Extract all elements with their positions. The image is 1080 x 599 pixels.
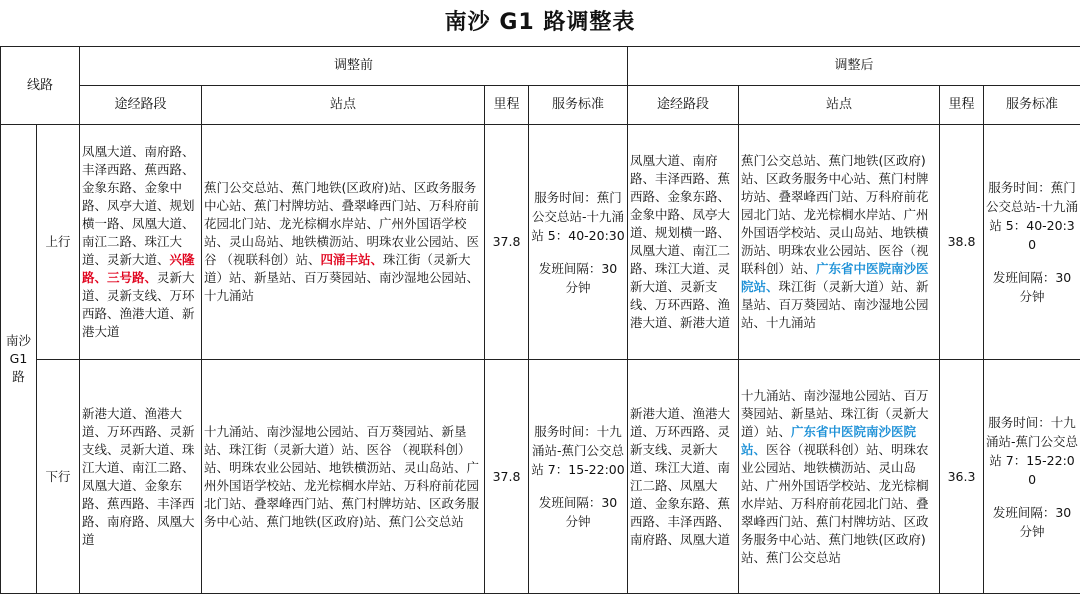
- after-down-mileage: 36.3: [940, 360, 984, 594]
- adjustment-table: [0, 46, 1080, 594]
- before-up-stops: 蕉门公交总站、蕉门地铁(区政府)站、区政务服务中心站、蕉门村牌坊站、叠翠峰西门站、万科府前花园北门站、龙光棕榈水岸站、广州外国语学校站、灵山岛站、地铁横沥站、明珠农业公园站、医谷 （视联科创）站、四涌丰站、珠江街（灵新大道）站、新垦站、百万葵园站、南沙湿地公园站、十九涌站: [202, 125, 485, 360]
- before-down-route: 新港大道、渔港大道、万环西路、灵新支线、灵新大道、珠江大道、南江二路、凤凰大道、金象东路、蕉西路、丰泽西路、南府路、凤凰大道: [80, 360, 202, 594]
- line-name-cell: 南沙 G1 路: [1, 125, 37, 594]
- after-up-mileage: 38.8: [940, 125, 984, 360]
- header-after-route: 途经路段: [628, 86, 739, 125]
- header-before-mileage: 里程: [485, 86, 529, 125]
- after-up-stops: 蕉门公交总站、蕉门地铁(区政府)站、区政务服务中心站、蕉门村牌坊站、叠翠峰西门站、万科府前花园北门站、龙光棕榈水岸站、广州外国语学校站、灵山岛站、地铁横沥站、明珠农业公园站、医谷（视联科创）站、广东省中医院南沙医院站、珠江街（灵新大道）站、新垦站、百万葵园站、南沙湿地公园站、十九涌站: [739, 125, 940, 360]
- header-row-1: [1, 47, 1080, 86]
- table-row-up: [1, 125, 1080, 360]
- route-change-highlight: 兴隆路、三号路、: [82, 252, 195, 285]
- after-down-route: 新港大道、渔港大道、万环西路、灵新支线、灵新大道、珠江大道、南江二路、凤凰大道、金象东路、蕉西路、丰泽西路、南府路、凤凰大道: [628, 360, 739, 594]
- page-title: 南沙 G1 路调整表: [444, 10, 636, 35]
- added-stop-highlight: 广东省中医院南沙医院站、: [741, 423, 917, 457]
- header-before-service: 服务标准: [529, 86, 628, 125]
- after-down-service: 服务时间：十九涌站-蕉门公交总站 7：15-22:00 发班间隔：30 分钟: [984, 360, 1080, 594]
- before-down-stops: 十九涌站、南沙湿地公园站、百万葵园站、新垦站、珠江街（灵新大道）站、医谷 （视联科创）站、明珠农业公园站、地铁横沥站、灵山岛站、广州外国语学校站、龙光棕榈水岸站、万科府前花园北门站、叠翠峰西门站、蕉门村牌坊站、区政务服务中心站、蕉门地铁(区政府)站、蕉门公交总站: [202, 360, 485, 594]
- header-after-service: 服务标准: [984, 86, 1080, 125]
- header-after: 调整后: [628, 47, 1080, 86]
- header-before-stops: 站点: [202, 86, 485, 125]
- after-up-route: 凤凰大道、南府路、丰泽西路、蕉西路、金象东路、金象中路、凤亭大道、规划横一路、凤凰大道、南江二路、珠江大道、灵新大道、灵新支线、万环西路、渔港大道、新港大道: [628, 125, 739, 360]
- before-down-mileage: 37.8: [485, 360, 529, 594]
- after-up-service: 服务时间：蕉门公交总站-十九涌站 5：40-20:30 发班间隔：30 分钟: [984, 125, 1080, 360]
- before-down-service: 服务时间：十九涌站-蕉门公交总站 7：15-22:00 发班间隔：30 分钟: [529, 360, 628, 594]
- table-row-down: [1, 360, 1080, 594]
- before-up-mileage: 37.8: [485, 125, 529, 360]
- before-up-service: 服务时间：蕉门公交总站-十九涌站 5：40-20:30 发班间隔：30 分钟: [529, 125, 628, 360]
- header-row-2: [1, 86, 1080, 125]
- after-down-stops: 十九涌站、南沙湿地公园站、百万葵园站、新垦站、珠江街（灵新大道）站、广东省中医院南沙医院站、医谷（视联科创）站、明珠农业公园站、地铁横沥站、灵山岛站、广州外国语学校站、龙光棕榈水岸站、万科府前花园北门站、叠翠峰西门站、蕉门村牌坊站、区政务服务中心站、蕉门地铁(区政府)站、蕉门公交总站: [739, 360, 940, 594]
- added-stop-highlight: 广东省中医院南沙医院站、: [741, 261, 929, 294]
- header-after-mileage: 里程: [940, 86, 984, 125]
- before-up-route: 凤凰大道、南府路、丰泽西路、蕉西路、金象东路、金象中路、凤亭大道、规划横一路、凤凰大道、南江二路、珠江大道、灵新大道、兴隆路、三号路、灵新大道、灵新支线、万环西路、渔港大道、新港大道: [80, 125, 202, 360]
- header-after-stops: 站点: [739, 86, 940, 125]
- header-before-route: 途经路段: [80, 86, 202, 125]
- direction-down: 下行: [37, 360, 80, 594]
- header-line: 线路: [1, 47, 80, 125]
- header-before: 调整前: [80, 47, 628, 86]
- direction-up: 上行: [37, 125, 80, 360]
- removed-stop-highlight: 四涌丰站、: [320, 252, 384, 267]
